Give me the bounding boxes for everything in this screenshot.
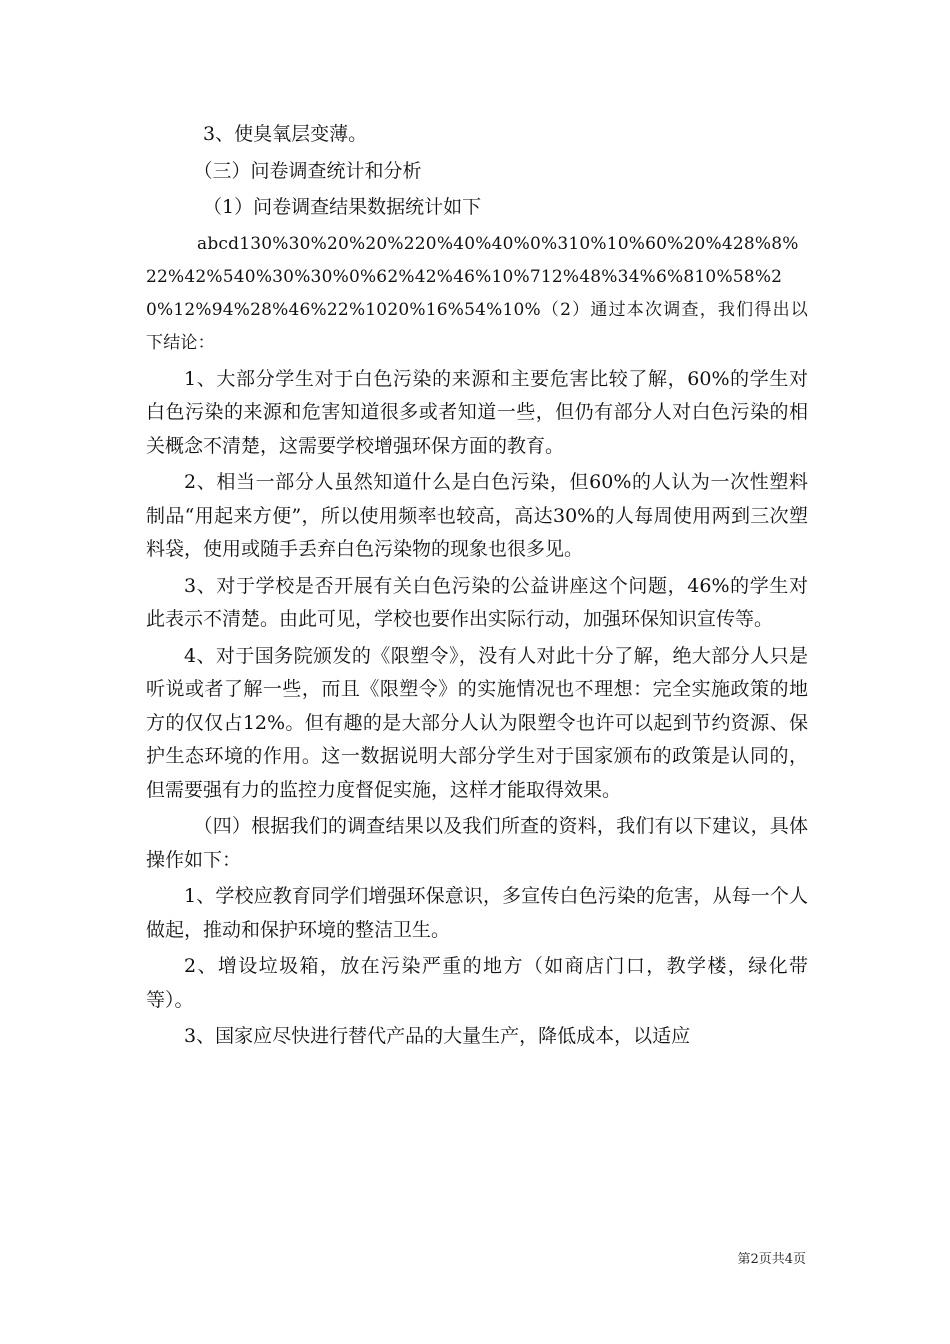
subheading-survey-results: （1）问卷调查结果数据统计如下 <box>203 196 482 218</box>
section-heading-survey: （三）问卷调查统计和分析 <box>193 159 422 182</box>
document-body <box>146 118 808 1054</box>
suggestion-2: 2、增设垃圾箱，放在污染严重的地方（如商店门口，教学楼，绿化带等）。 <box>146 955 808 1011</box>
survey-data-line: abcd130%30%20%20%220%40%40%0%310%10%60%20%428%8%22%42%540%30%30%0%62%42%46%10%712%48%34%6%810%58%20%12%94%28%46%22%1020%16%54%10%（2）通过本次调查，我们得出以下结论： <box>146 233 808 353</box>
conclusion-3: 3、对于学校是否开展有关白色污染的公益讲座这个问题，46%的学生对此表示不清楚。由此可见，学校也要作出实际行动，加强环保知识宣传等。 <box>146 574 808 630</box>
conclusion-1: 1、大部分学生对于白色污染的来源和主要危害比较了解，60%的学生对白色污染的来源和危害知道很多或者知道一些，但仍有部分人对白色污染的相关概念不清楚，这需要学校增强环保方面的教育。 <box>146 367 808 457</box>
page-number: 第2页共4页 <box>737 1252 806 1267</box>
suggestion-3: 3、国家应尽快进行替代产品的大量生产，降低成本，以适应 <box>184 1025 691 1047</box>
conclusion-4: 4、对于国务院颁发的《限塑令》，没有人对此十分了解，绝大部分人只是听说或者了解一些，而且《限塑令》的实施情况也不理想：完全实施政策的地方的仅仅占12%。但有趣的是大部分人认为限塑令也许可以起到节约资源、保护生态环境的作用。这一数据说明大部分学生对于国家颁布的政策是认同的，但需要强有力的监控力度督促实施，这样才能取得效果。 <box>146 644 808 801</box>
section-heading-suggestions: （四）根据我们的调查结果以及我们所查的资料，我们有以下建议，具体操作如下： <box>146 815 808 871</box>
paragraph-ozone-item: 3、使臭氧层变薄。 <box>203 123 368 145</box>
suggestion-1: 1、学校应教育同学们增强环保意识，多宣传白色污染的危害，从每一个人做起，推动和保护环境的整洁卫生。 <box>146 885 808 941</box>
conclusion-2: 2、相当一部分人虽然知道什么是白色污染，但60%的人认为一次性塑料制品“用起来方便”，所以使用频率也较高，高达30%的人每周使用两到三次塑料袋，使用或随手丢弃白色污染物的现象也很多见。 <box>146 471 808 560</box>
